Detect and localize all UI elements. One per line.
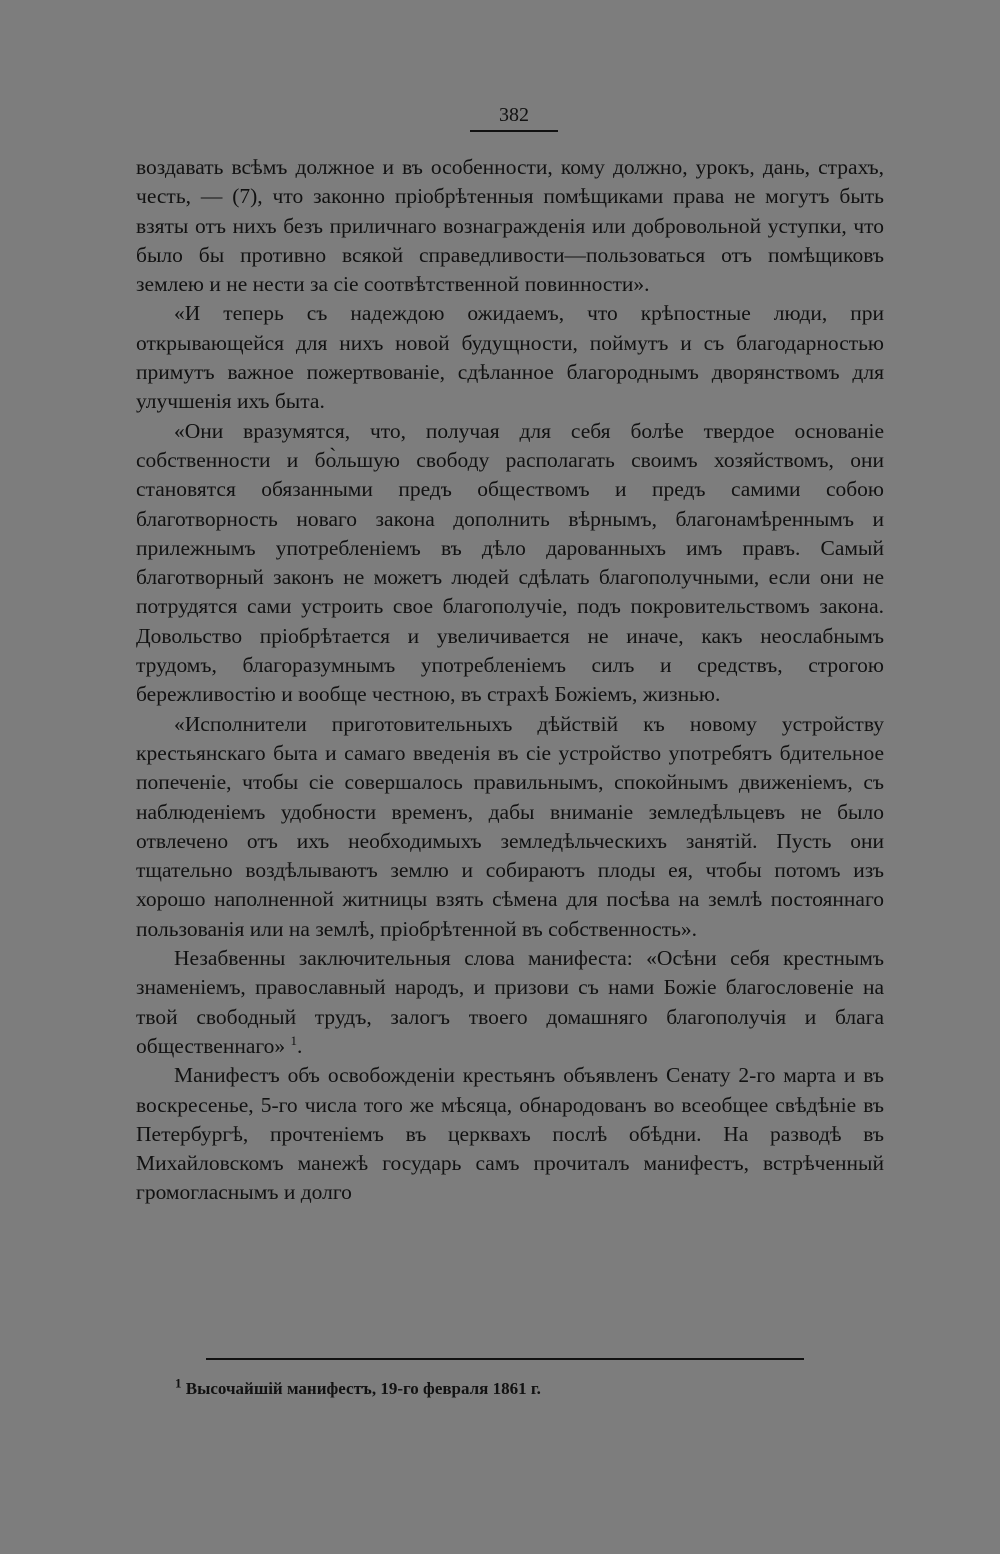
footnote-marker: 1 <box>175 1375 182 1391</box>
footnote-reference[interactable]: 1 <box>290 1032 298 1048</box>
paragraph: Манифестъ объ освобожденіи крестьянъ объявленъ Сенату 2-го марта и въ воскресенье, 5-го числа того же мѣсяца, обнародованъ во всеобщее свѣдѣніе въ Петербургѣ, прочтеніемъ въ церквахъ послѣ обѣдни. На разводѣ въ Михайловскомъ манежѣ государь самъ прочиталъ манифестъ, встрѣченный громогласнымъ и долго <box>136 1063 884 1205</box>
paragraph: «Исполнители приготовительныхъ дѣйствій къ новому устройству крестьянскаго быта и самаго введенія въ сіе устройство употребятъ бдительное попеченіе, чтобы сіе совершалось правильнымъ, спокойнымъ движеніемъ, съ наблюденіемъ удобности временъ, дабы вниманіе земледѣльцевъ не было отвлечено отъ ихъ необходимыхъ земледѣльческихъ занятій. Пусть они тщательно воздѣлываютъ землю и собираютъ плоды ея, чтобы потомъ изъ хорошо наполненной житницы взять сѣмена для посѣва на землѣ постояннаго пользованія или на землѣ, пріобрѣтенной въ собственность». <box>136 711 884 941</box>
page-number-underline <box>470 130 558 132</box>
paragraph: воздавать всѣмъ должное и въ особенности, кому должно, урокъ, дань, страхъ, честь, — (7), что законно пріобрѣтенныя помѣщиками права не могутъ быть взяты отъ нихъ безъ приличнаго вознагражденія или добровольной уступки, что было бы противно всякой справедливости—пользоваться отъ помѣщиковъ землею и не нести за сіе соотвѣтственной повинности». <box>136 155 884 297</box>
paragraph: «Они вразумятся, что, получая для себя болѣе твердое основаніе собственности и бо̀льшую свободу располагать своимъ хозяйствомъ, они становятся обязанными предъ обществомъ и предъ самими собою благотворность новаго закона дополнить вѣрнымъ, благонамѣреннымъ и прилежнымъ употребленіемъ въ дѣло дарованныхъ имъ правъ. Самый благотворный законъ не можетъ людей сдѣлать благополучными, если они не потрудятся сами устроить свое благополучіе, подъ покровительствомъ закона. Довольство пріобрѣтается и увеличивается не иначе, какъ неослабнымъ трудомъ, благоразумнымъ употребленіемъ силъ и средствъ, строгою бережливостію и вообще честною, въ страхѣ Божіемъ, жизнью. <box>136 418 884 707</box>
paragraph-with-footnote <box>136 944 884 1061</box>
paragraph: «И теперь съ надеждою ожидаемъ, что крѣпостные люди, при открывающейся для нихъ новой будущности, поймутъ и съ благодарностью примутъ важное пожертвованіе, сдѣланное благороднымъ дворянствомъ для улучшенія ихъ быта. <box>136 301 884 414</box>
footnote-separator <box>206 1358 804 1360</box>
body-text <box>136 153 884 1208</box>
paragraph-end-punct: . <box>297 1033 303 1058</box>
footnote <box>175 1375 875 1400</box>
paragraph-text: Незабвенны заключительныя слова манифеста: «Осѣни себя крестнымъ знаменіемъ, православный народъ, и призови съ нами Божіе благословеніе на твой свободный трудъ, залогъ твоего домашняго благополучія и блага общественнаго» <box>136 946 884 1058</box>
footnote-text: Высочайшій манифестъ, 19-го февраля 1861 г. <box>185 1379 541 1398</box>
page-number: 382 <box>499 104 529 126</box>
